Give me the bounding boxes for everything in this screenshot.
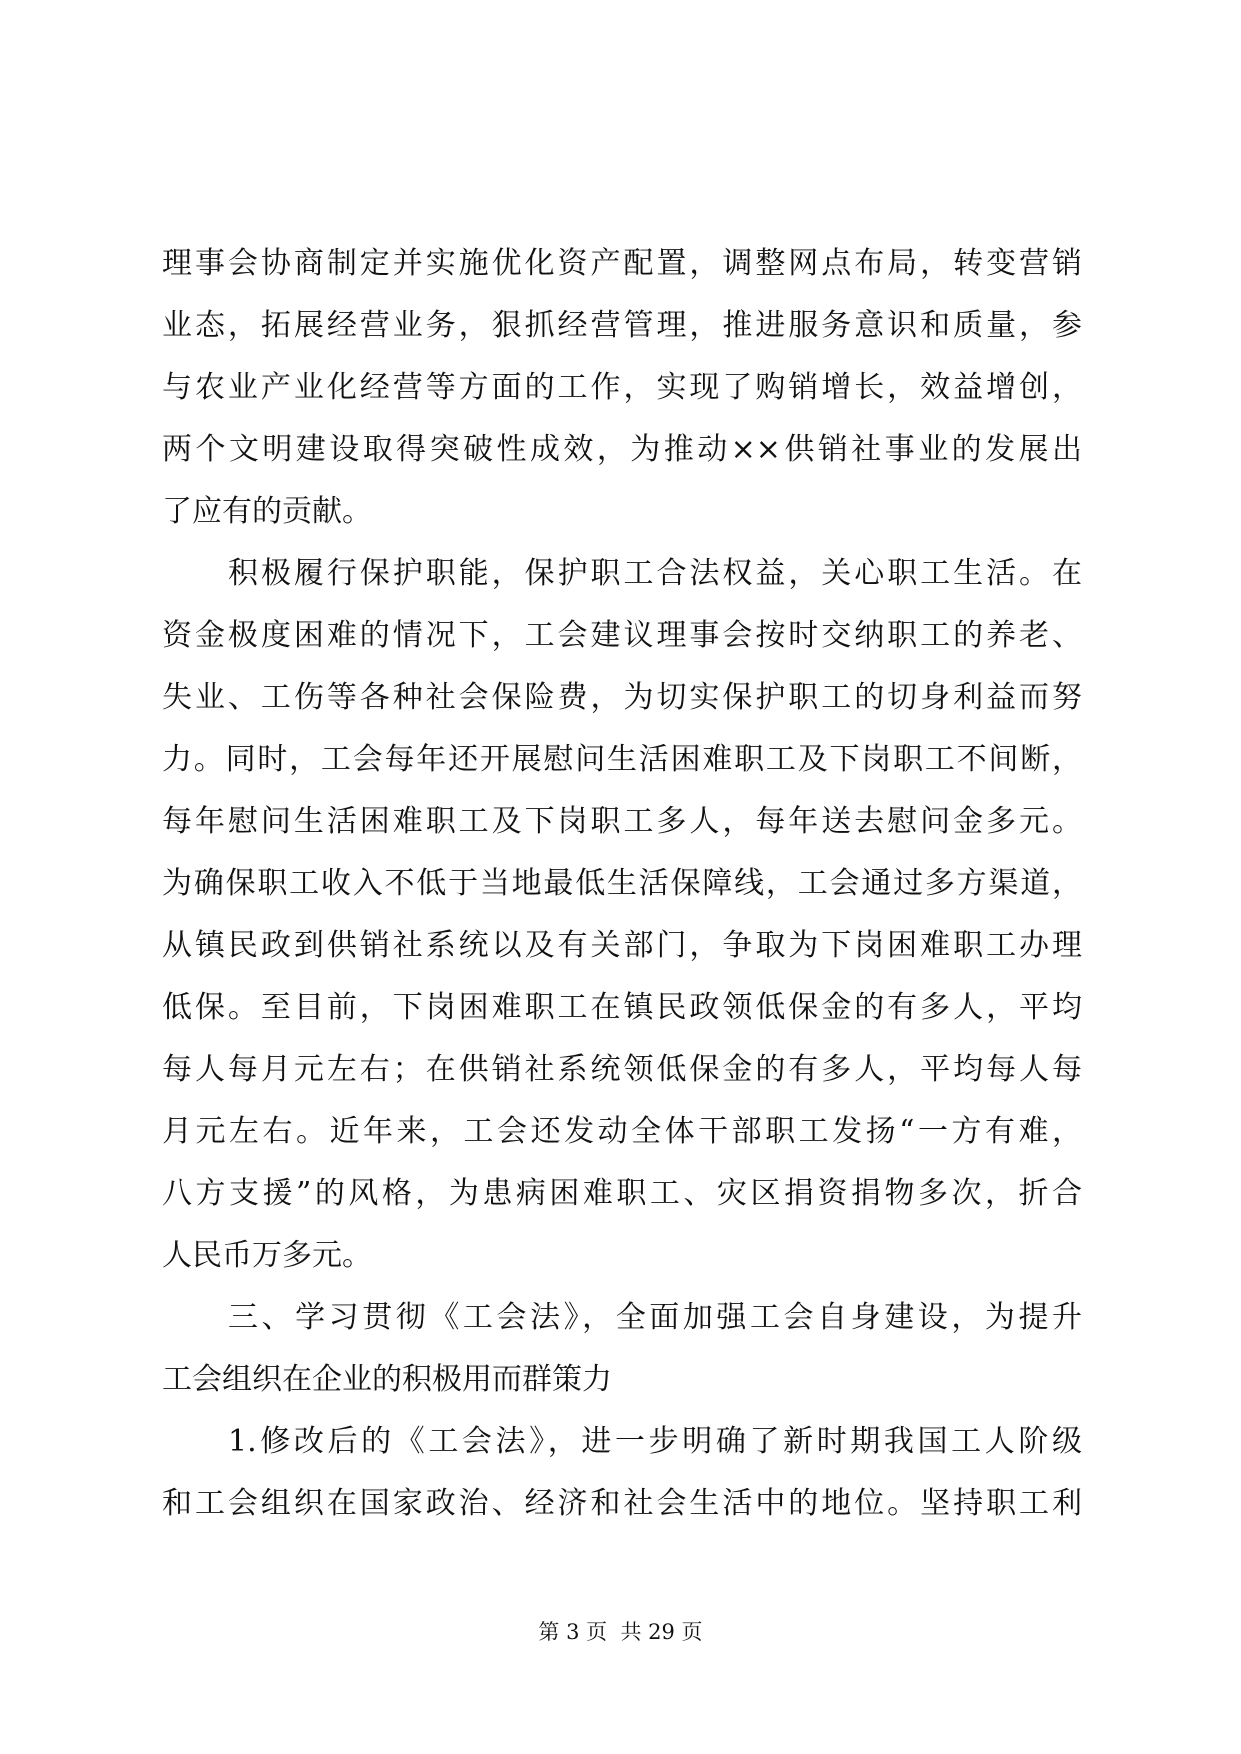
text-line: 工会组织在企业的积极用而群策力 <box>162 1362 612 1397</box>
text-line: 三、学习贯彻《工会法》，全面加强工会自身建设，为提升 <box>228 1300 1082 1335</box>
text-line: 资金极度困难的情况下，工会建议理事会按时交纳职工的养老、 <box>162 618 1082 653</box>
text-line: 理事会协商制定并实施优化资产配置，调整网点布局，转变营销 <box>162 246 1082 281</box>
text-line: 低保。至目前，下岗困难职工在镇民政领低保金的有多人，平均 <box>162 990 1082 1025</box>
text-line: 力。同时，工会每年还开展慰问生活困难职工及下岗职工不间断， <box>162 742 1082 777</box>
text-line: 与农业产业化经营等方面的工作，实现了购销增长，效益增创， <box>162 370 1082 405</box>
text-line: 八方支援”的风格，为患病困难职工、灾区捐资捐物多次，折合 <box>162 1176 1082 1211</box>
text-line: 了应有的贡献。 <box>162 494 372 529</box>
text-line: 失业、工伤等各种社会保险费，为切实保护职工的切身利益而努 <box>162 680 1082 715</box>
text-line: 两个文明建设取得突破性成效，为推动××供销社事业的发展出 <box>162 432 1082 467</box>
text-line: 人民币万多元。 <box>162 1238 372 1273</box>
text-line: 业态，拓展经营业务，狠抓经营管理，推进服务意识和质量，参 <box>162 308 1082 343</box>
text-line: 积极履行保护职能，保护职工合法权益，关心职工生活。在 <box>228 556 1082 591</box>
text-line: 1.修改后的《工会法》，进一步明确了新时期我国工人阶级 <box>228 1424 1082 1459</box>
page-number-footer: 第 3 页 共 29 页 <box>538 1620 703 1644</box>
document-body <box>162 233 1082 1535</box>
text-line: 和工会组织在国家政治、经济和社会生活中的地位。坚持职工利 <box>162 1486 1082 1521</box>
text-line: 从镇民政到供销社系统以及有关部门，争取为下岗困难职工办理 <box>162 928 1082 963</box>
text-line: 月元左右。近年来，工会还发动全体干部职工发扬“一方有难， <box>162 1114 1082 1149</box>
text-line: 每人每月元左右；在供销社系统领低保金的有多人，平均每人每 <box>162 1052 1082 1087</box>
text-line: 每年慰问生活困难职工及下岗职工多人，每年送去慰问金多元。 <box>162 804 1082 839</box>
text-line: 为确保职工收入不低于当地最低生活保障线，工会通过多方渠道， <box>162 866 1082 901</box>
